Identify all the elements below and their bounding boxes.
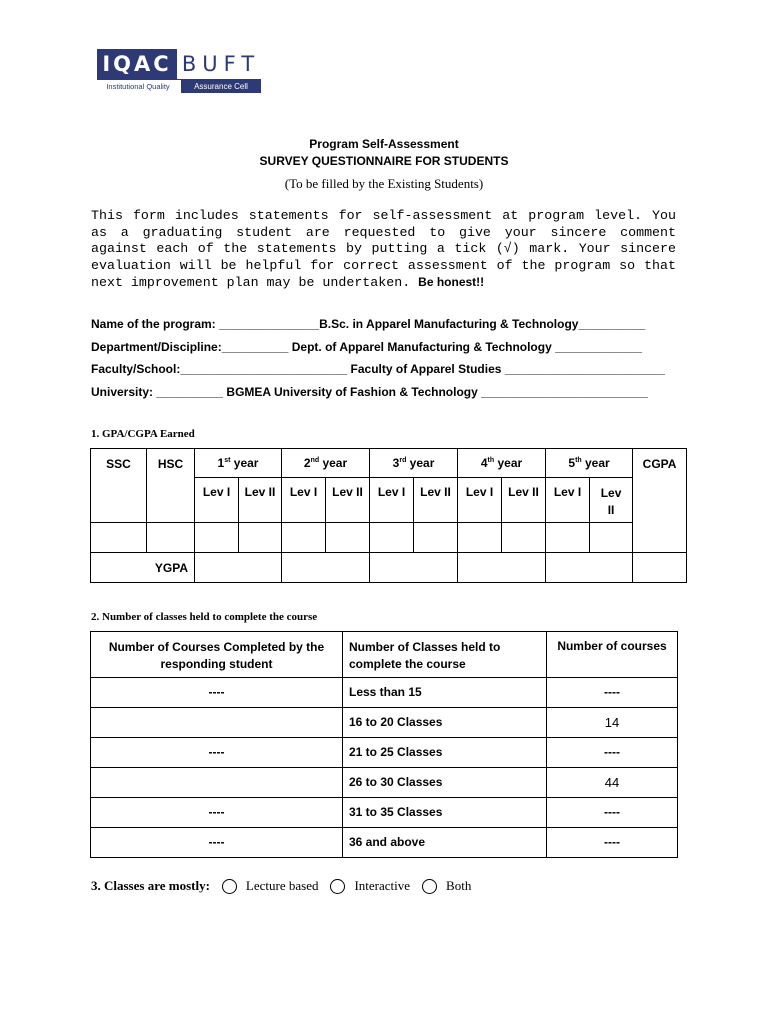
intro-text: This form includes statements for self-assessment at program level. You as a graduating student are requested to give your sincere comment against each of the statements by putting a tick (√) mark. Your sincere evaluation will be helpful for correct assessment of the program so that next improvement plan may be undertaken. xyxy=(91,208,676,291)
iqac-buft-logo xyxy=(97,49,261,94)
doc-subtitle: SURVEY QUESTIONNAIRE FOR STUDENTS xyxy=(259,154,509,168)
lev1-cell: Lev I xyxy=(195,478,239,523)
logo-buft-text: BUFT xyxy=(181,52,261,76)
question-label: 3. Classes are mostly: xyxy=(91,878,210,893)
classes-table xyxy=(90,631,678,858)
completed-cell xyxy=(91,708,343,738)
ygpa-cell[interactable] xyxy=(458,553,546,583)
university-field[interactable]: University: __________ BGMEA University of Fashion & Technology _________________________ xyxy=(91,385,648,399)
year3-header: 3rd year xyxy=(370,449,458,478)
logo-subtitle-left: Institutional Quality xyxy=(106,82,170,91)
radio-lecture-based[interactable] xyxy=(222,879,237,894)
year1-header: 1st year xyxy=(195,449,282,478)
gpa-cell[interactable] xyxy=(414,523,458,553)
logo-subtitle-right: Assurance Cell xyxy=(181,80,261,93)
header-courses-completed: Number of Courses Completed by the responding student xyxy=(91,632,343,678)
classes-cell: 26 to 30 Classes xyxy=(343,768,547,798)
gpa-cell[interactable] xyxy=(590,523,633,553)
completed-cell: ---- xyxy=(91,798,343,828)
classes-cell: Less than 15 xyxy=(343,678,547,708)
intro-paragraph xyxy=(91,208,676,292)
gpa-cell[interactable] xyxy=(195,523,239,553)
department-field[interactable]: Department/Discipline:__________ Dept. of Apparel Manufacturing & Technology _____________ xyxy=(91,340,642,354)
ssc-value-cell[interactable] xyxy=(91,523,147,553)
hsc-header: HSC xyxy=(147,449,195,523)
classes-mostly-question xyxy=(91,878,483,894)
lev1-cell: Lev I xyxy=(546,478,590,523)
gpa-cell[interactable] xyxy=(502,523,546,553)
lev2-cell: Lev II xyxy=(414,478,458,523)
logo-iqac-text: IQAC xyxy=(97,49,177,79)
year5-header: 5th year xyxy=(546,449,633,478)
doc-title: Program Self-Assessment xyxy=(309,137,459,151)
courses-cell: 44 xyxy=(547,768,678,798)
lev1-cell: Lev I xyxy=(370,478,414,523)
header-classes-held: Number of Classes held to complete the course xyxy=(343,632,547,678)
lev2-cell: Lev II xyxy=(502,478,546,523)
year4-header: 4th year xyxy=(458,449,546,478)
ygpa-cell[interactable] xyxy=(546,553,633,583)
gpa-cell[interactable] xyxy=(458,523,502,553)
courses-cell: ---- xyxy=(547,678,678,708)
ygpa-label: YGPA xyxy=(91,553,195,583)
classes-cell: 31 to 35 Classes xyxy=(343,798,547,828)
lev2-cell: Lev II xyxy=(239,478,282,523)
ygpa-cgpa-cell[interactable] xyxy=(633,553,687,583)
classes-cell: 36 and above xyxy=(343,828,547,858)
section2-title: 2. Number of classes held to complete the course xyxy=(91,611,318,623)
faculty-field[interactable]: Faculty/School:_________________________ Faculty of Apparel Studies ________________________ xyxy=(91,362,665,376)
gpa-cell[interactable] xyxy=(282,523,326,553)
gpa-cell[interactable] xyxy=(326,523,370,553)
classes-cell: 16 to 20 Classes xyxy=(343,708,547,738)
doc-instruction: (To be filled by the Existing Students) xyxy=(284,176,484,191)
option-lecture-based-label: Lecture based xyxy=(245,878,319,893)
courses-cell: ---- xyxy=(547,798,678,828)
option-interactive-label: Interactive xyxy=(354,878,411,893)
radio-both[interactable] xyxy=(422,879,437,894)
courses-cell: 14 xyxy=(547,708,678,738)
year2-header: 2nd year xyxy=(282,449,370,478)
lev2-cell-split: Lev II xyxy=(590,478,633,523)
intro-emphasis: Be honest!! xyxy=(418,275,485,290)
gpa-table xyxy=(90,448,687,583)
ygpa-cell[interactable] xyxy=(282,553,370,583)
option-both-label: Both xyxy=(446,878,472,893)
completed-cell xyxy=(91,768,343,798)
gpa-cell[interactable] xyxy=(239,523,282,553)
completed-cell: ---- xyxy=(91,828,343,858)
completed-cell: ---- xyxy=(91,678,343,708)
section1-title: 1. GPA/CGPA Earned xyxy=(91,428,195,440)
lev2-cell: Lev II xyxy=(326,478,370,523)
gpa-cell[interactable] xyxy=(546,523,590,553)
classes-cell: 21 to 25 Classes xyxy=(343,738,547,768)
program-field[interactable]: Name of the program: _______________B.Sc. in Apparel Manufacturing & Technology__________ xyxy=(91,317,646,331)
completed-cell: ---- xyxy=(91,738,343,768)
courses-cell: ---- xyxy=(547,738,678,768)
lev1-cell: Lev I xyxy=(282,478,326,523)
hsc-value-cell[interactable] xyxy=(147,523,195,553)
gpa-cell[interactable] xyxy=(370,523,414,553)
header-number-of-courses: Number of courses xyxy=(547,632,678,678)
radio-interactive[interactable] xyxy=(330,879,345,894)
ssc-header: SSC xyxy=(91,449,147,523)
cgpa-header: CGPA xyxy=(633,449,687,553)
ygpa-cell[interactable] xyxy=(370,553,458,583)
courses-cell: ---- xyxy=(547,828,678,858)
ygpa-cell[interactable] xyxy=(195,553,282,583)
lev1-cell: Lev I xyxy=(458,478,502,523)
